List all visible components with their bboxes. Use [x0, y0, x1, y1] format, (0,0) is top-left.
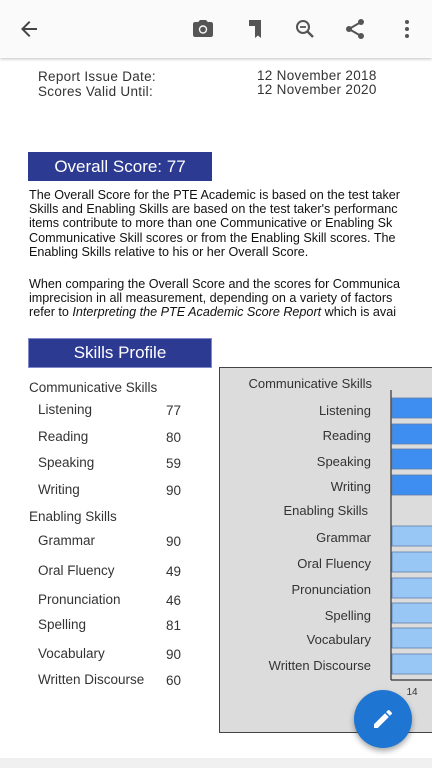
chart-skill-label: Speaking: [316, 454, 371, 469]
more-vert-icon[interactable]: [392, 14, 422, 44]
skill-name-grammar: Grammar: [38, 533, 95, 548]
chart-skill-label: Grammar: [316, 530, 371, 545]
skill-name-written-discourse: Written Discourse: [38, 672, 145, 687]
bookmark-icon[interactable]: [240, 14, 270, 44]
back-arrow-icon[interactable]: [14, 14, 44, 44]
skills-chart-panel: [219, 367, 432, 733]
report-reference-title: Interpreting the PTE Academic Score Report: [72, 305, 322, 320]
skill-score-vocabulary: 90: [166, 647, 182, 662]
chart-skill-label: Writing: [330, 479, 371, 494]
skill-score-listening: 77: [166, 403, 182, 418]
comparison-paragraph: [29, 277, 432, 320]
chart-skill-label: Reading: [322, 428, 371, 443]
skill-score-written-discourse: 60: [166, 673, 182, 688]
paragraph-line: Enabling Skills relative to his or her Overall Score.: [29, 244, 309, 259]
edit-fab-button[interactable]: [354, 690, 412, 748]
skill-name-listening: Listening: [38, 402, 93, 417]
paragraph-text: which is avai: [321, 305, 397, 320]
chart-bar-reading: [392, 424, 432, 444]
share-icon[interactable]: [340, 14, 370, 44]
chart-skill-label: Listening: [318, 403, 371, 418]
chart-skill-label: Written Discourse: [268, 658, 371, 673]
chart-bar-grammar: [392, 526, 432, 546]
paragraph-line: Skills and Enabling Skills are based on the test taker's performanc: [29, 202, 398, 217]
skill-score-reading: 80: [166, 430, 182, 445]
chart-enabling-label: Enabling Skills: [283, 503, 368, 518]
chart-bar-speaking: [392, 449, 432, 469]
skills-profile-heading: Skills Profile: [28, 338, 212, 368]
skill-name-spelling: Spelling: [38, 617, 87, 632]
chart-skill-label: Spelling: [324, 608, 371, 623]
skill-name-vocabulary: Vocabulary: [38, 646, 105, 661]
issue-date-value: 12 November 2018: [257, 68, 377, 83]
overall-score-heading: Overall Score: 77: [28, 152, 212, 181]
chart-bar-listening: [392, 398, 432, 418]
chart-skill-label: Pronunciation: [291, 582, 371, 597]
skill-score-pronunciation: 46: [166, 593, 182, 608]
valid-until-label: Scores Valid Until:: [38, 84, 153, 99]
skill-name-speaking: Speaking: [38, 455, 95, 470]
chart-bar-oral-fluency: [392, 552, 432, 572]
issue-date-label: Report Issue Date:: [38, 69, 156, 84]
skills-bar-chart: [220, 368, 432, 732]
camera-icon[interactable]: [188, 14, 218, 44]
chart-bar-writing: [392, 475, 432, 495]
paragraph-line: items contribute to more than one Communicative or Enabling Sk: [29, 216, 393, 231]
paragraph-line: [29, 305, 432, 319]
chart-bar-written-discourse: [392, 654, 432, 674]
skill-score-grammar: 90: [166, 534, 182, 549]
overall-description-paragraph: [29, 188, 432, 259]
paragraph-line: imprecision in all measurement, depending on a variety of factors: [29, 291, 393, 306]
app-toolbar: [0, 0, 432, 58]
skill-name-pronunciation: Pronunciation: [38, 592, 121, 607]
skill-name-writing: Writing: [38, 482, 80, 497]
chart-tick-label: 14: [406, 687, 418, 698]
pencil-edit-icon: [371, 707, 395, 731]
enabling-skills-label: Enabling Skills: [29, 509, 117, 524]
chart-skill-label: Oral Fluency: [297, 556, 371, 571]
communicative-skills-label: Communicative Skills: [29, 380, 158, 395]
chart-skill-label: Vocabulary: [306, 632, 371, 647]
chart-bar-pronunciation: [392, 578, 432, 598]
paragraph-line: The Overall Score for the PTE Academic is based on the test taker: [29, 188, 400, 202]
chart-bar-spelling: [392, 603, 432, 623]
document-page[interactable]: [0, 58, 432, 768]
skill-score-spelling: 81: [166, 618, 182, 633]
chart-bar-vocabulary: [392, 628, 432, 648]
skill-score-writing: 90: [166, 483, 182, 498]
skill-score-speaking: 59: [166, 456, 182, 471]
bottom-edge: [0, 758, 432, 768]
paragraph-line: When comparing the Overall Score and the scores for Communica: [29, 277, 400, 291]
paragraph-line: Communicative Skill scores or from the Enabling Skill scores. The: [29, 230, 396, 245]
search-zoom-icon[interactable]: [290, 14, 320, 44]
paragraph-text: refer to: [29, 305, 73, 320]
skill-name-reading: Reading: [38, 429, 89, 444]
skill-score-oral-fluency: 49: [166, 564, 182, 579]
skill-name-oral-fluency: Oral Fluency: [38, 563, 115, 578]
valid-until-value: 12 November 2020: [257, 82, 377, 97]
chart-communicative-label: Communicative Skills: [248, 376, 372, 391]
